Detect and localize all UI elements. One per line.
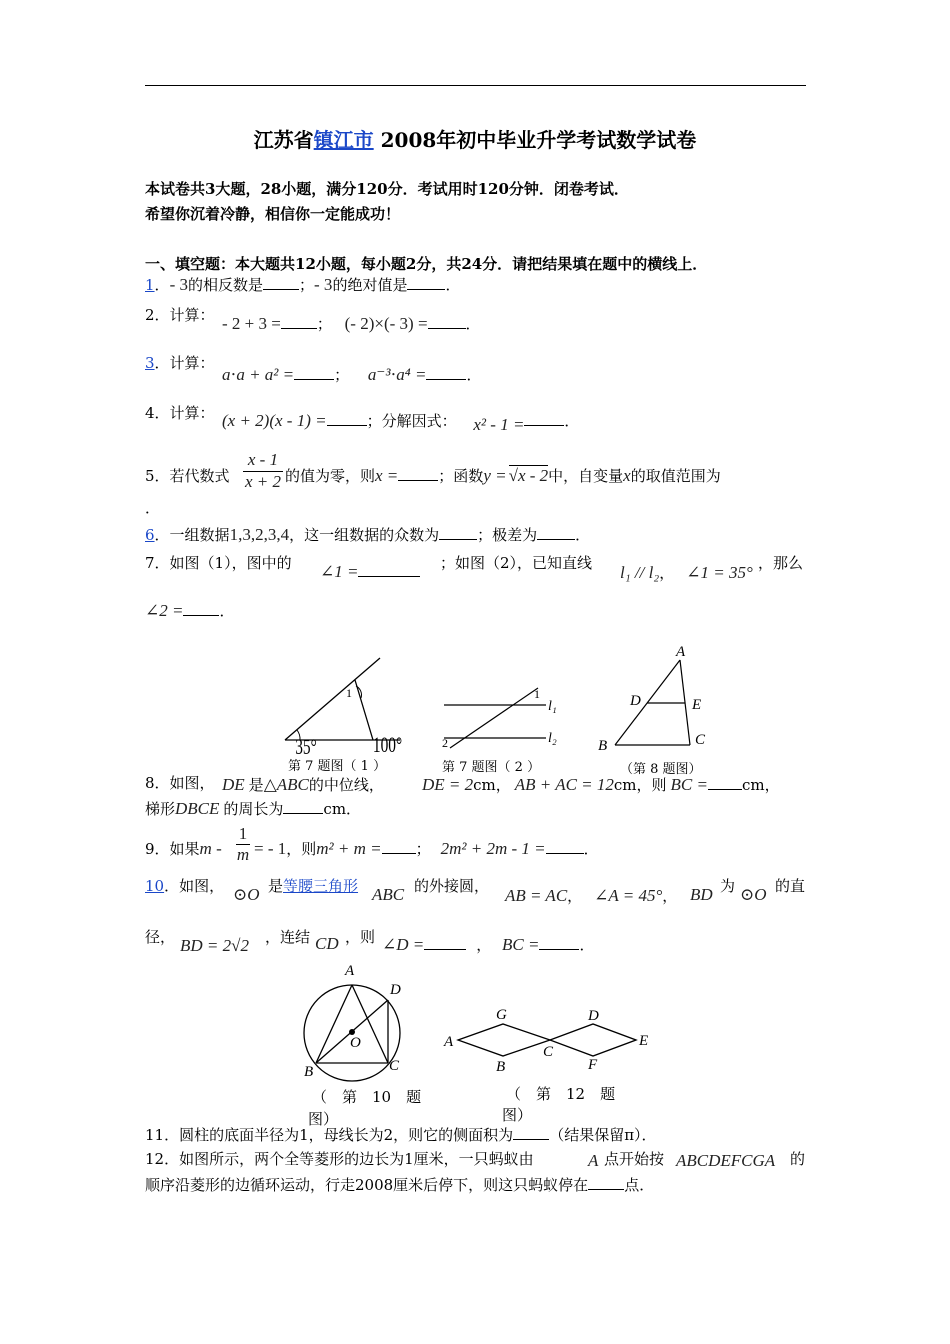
question-7-math: ∠1 = xyxy=(320,562,420,582)
question-7-tail: ，那么 xyxy=(758,554,804,572)
q12-t2: 点开始按 xyxy=(604,1150,665,1168)
question-6: 6．一组数据1,3,2,3,4，这一组数据的众数为 ；极差为 ． xyxy=(145,525,591,544)
q10-bc: BC = ． xyxy=(502,935,595,954)
question-7-mid: ；如图（2），已知直线 xyxy=(440,554,593,572)
question-5-rest: 的值为零，则x = ；函数y = √x - 2中，自变量x的取值范围为 xyxy=(285,466,721,485)
answer-blank[interactable] xyxy=(426,373,466,380)
question-8-math2: DE = 2cm， AB + AC = 12cm，则 BC = cm， xyxy=(422,775,780,794)
fig10-label-D: D xyxy=(390,982,401,998)
figure-8 xyxy=(590,640,730,780)
q3-number-link[interactable]: 3 xyxy=(145,354,155,372)
question-9: 9．如果m - xyxy=(145,839,222,858)
figure-7-2 xyxy=(430,680,580,780)
question-8-math: DE 是△ABC的中位线， xyxy=(222,775,384,794)
figure-7-1 xyxy=(270,650,430,780)
question-11: 11．圆柱的底面半径为1，母线长为2，则它的侧面积为 （结果保留π）． xyxy=(145,1126,657,1144)
fig12-label-C: C xyxy=(543,1044,554,1060)
answer-blank[interactable] xyxy=(537,525,575,540)
q12-t3: 的 xyxy=(790,1150,806,1168)
question-7-math2: l₁ // l₂， ∠1 = 35° xyxy=(620,563,753,582)
q10-line2: 径， xyxy=(145,928,176,946)
fig7b-transversal xyxy=(450,688,538,748)
question-1: 1．- 3的相反数是 ；- 3的绝对值是 ． xyxy=(145,275,461,294)
q10-t7: ，则 xyxy=(345,928,376,946)
fig12-label-G: G xyxy=(496,1007,507,1023)
question-3: 3．计算： xyxy=(145,354,215,372)
fig7b-label-l1: l₁ xyxy=(548,699,557,714)
answer-blank[interactable] xyxy=(382,839,416,854)
question-2: 2．计算： xyxy=(145,306,215,324)
answer-blank[interactable] xyxy=(539,943,579,950)
fig7b-caption: 第 7 题图（ 2 ） xyxy=(442,760,541,775)
q10-mid: 是等腰三角形 xyxy=(268,877,359,895)
q1-number-link[interactable]: 1 xyxy=(145,276,155,294)
question-12-line2: 顺序沿菱形的边循环运动，行走2008厘米后停下，则这只蚂蚁停在 点． xyxy=(145,1176,655,1194)
q10-bd: BD xyxy=(690,885,713,904)
answer-blank[interactable] xyxy=(327,417,367,426)
fig12-rhombus-right xyxy=(550,1024,636,1056)
fig7b-label-2: 2 xyxy=(442,736,448,750)
question-7: 7．如图（1），图中的 xyxy=(145,554,292,572)
answer-blank[interactable] xyxy=(524,417,564,426)
fig8-label-B: B xyxy=(598,738,608,754)
fig7a-angle-100: 100° xyxy=(372,733,403,758)
question-8-line2: 梯形DBCE 的周长为 cm． xyxy=(145,799,362,818)
q10-t3: 的外接圆， xyxy=(414,877,490,895)
answer-blank[interactable] xyxy=(588,1175,624,1190)
question-5: 5．若代数式 xyxy=(145,467,230,485)
answer-blank[interactable] xyxy=(407,275,445,290)
question-2-math: - 2 + 3 = ； (- 2)×(- 3) = ． xyxy=(222,314,481,333)
fig8-label-C: C xyxy=(695,732,706,748)
section-1-heading: 一、填空题：本大题共12小题，每小题2分，共24分．请把结果填在题中的横线上． xyxy=(145,255,708,273)
fig12-label-E: E xyxy=(639,1033,649,1049)
fig12-label-B: B xyxy=(496,1059,506,1075)
fig12-label-D: D xyxy=(588,1008,599,1024)
fig10-label-O: O xyxy=(350,1035,361,1051)
answer-blank[interactable] xyxy=(358,570,420,577)
answer-blank[interactable] xyxy=(398,466,438,481)
fig7a-line-slant xyxy=(285,658,380,740)
question-3-math: a⋅a + a² = ； a⁻³⋅a⁴ = ． xyxy=(222,365,482,384)
fig7a-label-1: 1 xyxy=(346,686,352,700)
q12-a: A xyxy=(588,1151,599,1170)
q10-circle-o: ⊙O xyxy=(233,885,260,904)
q10-t6: ，连结 xyxy=(265,928,311,946)
fig12-label-A: A xyxy=(444,1034,454,1050)
q10-t5: 的直 xyxy=(775,877,806,895)
question-4-math: (x + 2)(x - 1) = ；分解因式： x² - 1 = ． xyxy=(222,411,580,434)
q10-bd-value: BD = 2√2 xyxy=(180,936,249,955)
q10-number-link[interactable]: 10 xyxy=(145,877,165,895)
figure-12 xyxy=(436,1000,666,1128)
q10-t4: 为 xyxy=(720,877,736,895)
isosceles-triangle-link[interactable]: 等腰三角形 xyxy=(283,877,359,895)
q6-number-link[interactable]: 6 xyxy=(145,526,155,544)
q5-fraction: x - 1 x + 2 xyxy=(244,450,282,491)
answer-blank[interactable] xyxy=(439,525,477,540)
q10-cd: CD xyxy=(315,934,339,953)
answer-blank[interactable] xyxy=(294,373,334,380)
title-link[interactable]: 镇江市 xyxy=(313,128,374,152)
fig7a-angle-35: 35° xyxy=(295,735,317,760)
q10-ab-ac: AB = AC， ∠A = 45°， xyxy=(505,886,678,905)
answer-blank[interactable] xyxy=(183,607,219,616)
answer-blank[interactable] xyxy=(281,320,317,329)
fig7a-caption: 第 7 题图（ 1 ） xyxy=(288,759,387,774)
fig12-rhombus-left xyxy=(458,1024,550,1056)
fig10-caption-2: 图） xyxy=(308,1110,339,1128)
fig7a-line-cross xyxy=(355,680,373,740)
q12-sequence: ABCDEFCGA xyxy=(676,1151,776,1170)
page-title: 江苏省镇江市 2008年初中毕业升学考试数学试卷 xyxy=(253,128,697,152)
question-10: 10．如图， xyxy=(145,877,225,895)
fig10-label-B: B xyxy=(304,1064,314,1080)
fig8-label-D: D xyxy=(630,693,641,709)
answer-blank[interactable] xyxy=(513,1125,549,1140)
fig8-label-E: E xyxy=(692,697,702,713)
header-rule xyxy=(145,85,806,86)
question-12: 12．如图所示，两个全等菱形的边长为1厘米，一只蚂蚁由 xyxy=(145,1150,534,1168)
intro-line-1: 本试卷共3大题，28小题，满分120分．考试用时120分钟．闭卷考试． xyxy=(145,180,629,198)
fig8-caption: （第 8 题图） xyxy=(620,762,702,777)
answer-blank[interactable] xyxy=(283,799,323,814)
intro-line-2: 希望你沉着冷静，相信你一定能成功！ xyxy=(145,205,401,223)
q5-end: ． xyxy=(145,499,161,517)
answer-blank[interactable] xyxy=(263,275,299,290)
question-7-line2: ∠2 = ． xyxy=(145,601,235,620)
figure-10 xyxy=(296,958,426,1128)
answer-blank[interactable] xyxy=(708,775,742,790)
q10-abc: ABC xyxy=(372,885,405,904)
fig7b-label-1: 1 xyxy=(534,687,540,701)
q9-fraction: 1 m xyxy=(236,824,250,864)
fig10-label-A: A xyxy=(345,963,355,979)
fig7b-label-l2: l₂ xyxy=(548,731,557,746)
fig8-label-A: A xyxy=(676,644,686,660)
fig12-label-F: F xyxy=(588,1057,598,1073)
answer-blank[interactable] xyxy=(546,839,584,854)
fig12-caption-2: 图） xyxy=(502,1106,533,1124)
fig12-caption-1: （ 第 12 题 xyxy=(506,1085,616,1103)
question-9-rest: = - 1，则m² + m = ； 2m² + 2m - 1 = ． xyxy=(254,839,599,858)
fig10-label-C: C xyxy=(389,1058,400,1074)
question-8: 8．如图， xyxy=(145,774,215,792)
answer-blank[interactable] xyxy=(428,320,466,329)
answer-blank[interactable] xyxy=(424,943,466,950)
q10-circle-o2: ⊙O xyxy=(740,885,767,904)
q10-angle-d: ∠D = ， xyxy=(382,935,492,954)
question-4: 4．计算： xyxy=(145,404,215,422)
fig10-caption-1: （ 第 10 题 xyxy=(312,1088,422,1106)
